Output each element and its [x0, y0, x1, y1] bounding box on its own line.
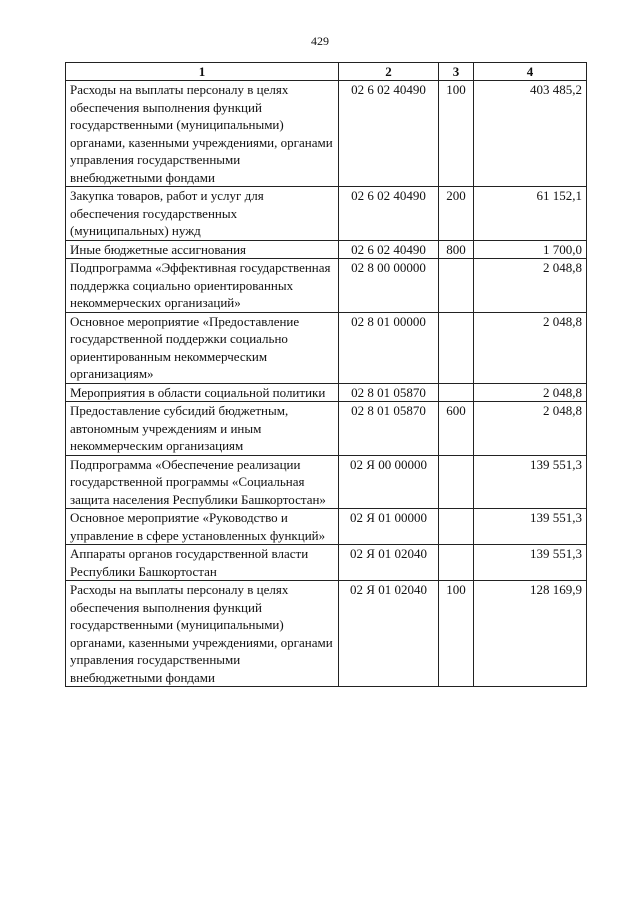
- row-name: Расходы на выплаты персоналу в целях обеспечения выполнения функций государственными (муниципальными) органами, казенными учреждениями, органами управления государственными внебюджетными фондами: [66, 81, 339, 187]
- row-type: 100: [439, 581, 474, 687]
- row-code: 02 8 01 00000: [339, 312, 439, 383]
- row-amount: 2 048,8: [474, 259, 587, 313]
- header-col-2: 2: [339, 63, 439, 81]
- row-code: 02 8 01 05870: [339, 402, 439, 456]
- row-name: Основное мероприятие «Руководство и управление в сфере установленных функций»: [66, 509, 339, 545]
- row-name: Подпрограмма «Эффективная государственная поддержка социально ориентированных некоммерческих организаций»: [66, 259, 339, 313]
- row-name: Закупка товаров, работ и услуг для обеспечения государственных (муниципальных) нужд: [66, 187, 339, 241]
- row-type: 100: [439, 81, 474, 187]
- header-col-3: 3: [439, 63, 474, 81]
- header-row: [66, 63, 587, 81]
- row-code: 02 Я 01 02040: [339, 545, 439, 581]
- row-type: [439, 509, 474, 545]
- table-row: [66, 187, 587, 241]
- table-row: [66, 312, 587, 383]
- row-type: [439, 455, 474, 509]
- budget-table: [65, 62, 587, 687]
- row-type: [439, 259, 474, 313]
- row-type: 800: [439, 240, 474, 259]
- table-body: [66, 81, 587, 687]
- row-name: Предоставление субсидий бюджетным, автономным учреждениям и иным некоммерческим организациям: [66, 402, 339, 456]
- page-number: 429: [311, 34, 329, 48]
- row-code: 02 Я 01 02040: [339, 581, 439, 687]
- row-type: 200: [439, 187, 474, 241]
- row-name: Расходы на выплаты персоналу в целях обеспечения выполнения функций государственными (муниципальными) органами, казенными учреждениями, органами управления государственными внебюджетными фондами: [66, 581, 339, 687]
- table-row: [66, 81, 587, 187]
- row-code: 02 8 00 00000: [339, 259, 439, 313]
- row-name: Подпрограмма «Обеспечение реализации государственной программы «Социальная защита населения Республики Башкортостан»: [66, 455, 339, 509]
- row-type: 600: [439, 402, 474, 456]
- row-code: 02 6 02 40490: [339, 240, 439, 259]
- table-row: [66, 240, 587, 259]
- row-code: 02 Я 01 00000: [339, 509, 439, 545]
- table-row: [66, 259, 587, 313]
- row-amount: 2 048,8: [474, 312, 587, 383]
- table-row: [66, 455, 587, 509]
- table-row: [66, 402, 587, 456]
- row-amount: 1 700,0: [474, 240, 587, 259]
- row-name: Аппараты органов государственной власти Республики Башкортостан: [66, 545, 339, 581]
- row-type: [439, 383, 474, 402]
- table-header: [66, 63, 587, 81]
- row-amount: 128 169,9: [474, 581, 587, 687]
- row-code: 02 8 01 05870: [339, 383, 439, 402]
- table-row: [66, 581, 587, 687]
- table-row: [66, 509, 587, 545]
- row-amount: 2 048,8: [474, 402, 587, 456]
- row-name: Основное мероприятие «Предоставление государственной поддержки социально ориентированным некоммерческим организациям»: [66, 312, 339, 383]
- row-type: [439, 545, 474, 581]
- table-row: [66, 383, 587, 402]
- row-name: Иные бюджетные ассигнования: [66, 240, 339, 259]
- row-amount: 61 152,1: [474, 187, 587, 241]
- table-row: [66, 545, 587, 581]
- row-amount: 139 551,3: [474, 455, 587, 509]
- row-amount: 139 551,3: [474, 545, 587, 581]
- row-name: Мероприятия в области социальной политики: [66, 383, 339, 402]
- row-code: 02 6 02 40490: [339, 187, 439, 241]
- row-amount: 403 485,2: [474, 81, 587, 187]
- row-code: 02 Я 00 00000: [339, 455, 439, 509]
- header-col-4: 4: [474, 63, 587, 81]
- header-col-1: 1: [66, 63, 339, 81]
- row-amount: 2 048,8: [474, 383, 587, 402]
- row-code: 02 6 02 40490: [339, 81, 439, 187]
- row-amount: 139 551,3: [474, 509, 587, 545]
- row-type: [439, 312, 474, 383]
